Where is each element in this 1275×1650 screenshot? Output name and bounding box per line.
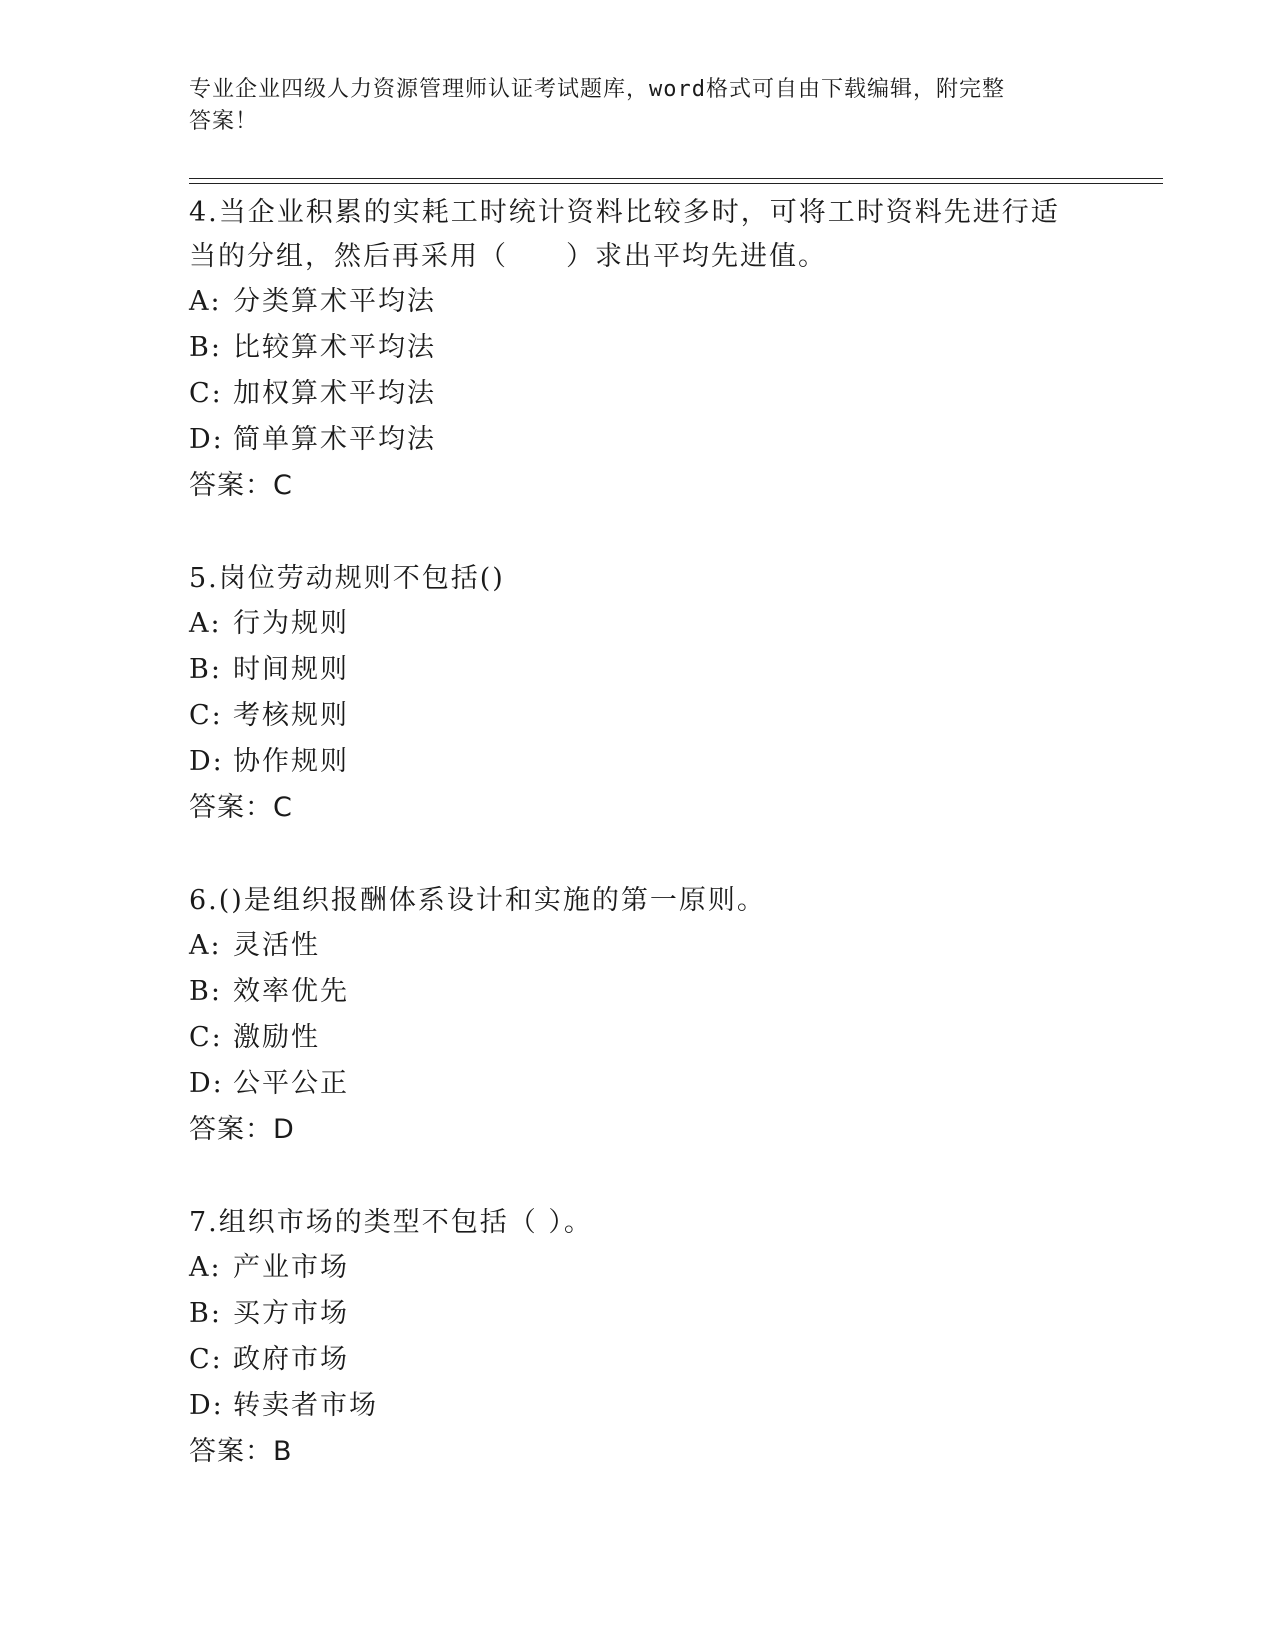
option-key: B: <box>189 332 222 363</box>
option-d <box>189 739 1089 785</box>
option-text: 简单算术平均法 <box>233 424 436 455</box>
question-stem-line: 4.当企业积累的实耗工时统计资料比较多时，可将工时资料先进行适 <box>189 197 1060 228</box>
option-text: 公平公正 <box>233 1068 349 1099</box>
answer-line: 答案：D <box>189 1114 295 1145</box>
question-stem <box>189 878 1089 923</box>
option-key: B: <box>189 654 222 685</box>
option-key: D: <box>189 746 224 777</box>
option-b <box>189 1291 1089 1337</box>
option-d <box>189 417 1089 463</box>
option-b <box>189 325 1089 371</box>
option-key: B: <box>189 976 222 1007</box>
answer-line: 答案：C <box>189 470 293 501</box>
option-key: D: <box>189 1068 224 1099</box>
option-a <box>189 601 1089 647</box>
option-key: A: <box>189 286 222 317</box>
option-c <box>189 693 1089 739</box>
answer-line: 答案：C <box>189 792 293 823</box>
option-text: 转卖者市场 <box>233 1390 378 1421</box>
option-text: 政府市场 <box>233 1344 349 1375</box>
question-stem-line: 6.()是组织报酬体系设计和实施的第一原则。 <box>189 885 766 916</box>
option-c <box>189 1337 1089 1383</box>
header-line-1: 专业企业四级人力资源管理师认证考试题库，word格式可自由下载编辑，附完整 <box>189 77 1005 102</box>
header-line-2: 答案！ <box>189 109 259 134</box>
option-c <box>189 1015 1089 1061</box>
question-stem <box>189 190 1089 279</box>
option-a <box>189 1245 1089 1291</box>
option-d <box>189 1383 1089 1429</box>
option-text: 灵活性 <box>233 930 320 961</box>
option-key: A: <box>189 930 222 961</box>
option-text: 比较算术平均法 <box>233 332 436 363</box>
question-stem-line: 当的分组，然后再采用（ ）求出平均先进值。 <box>189 241 827 272</box>
option-key: C: <box>189 1344 223 1375</box>
option-text: 买方市场 <box>233 1298 349 1329</box>
option-text: 产业市场 <box>233 1252 349 1283</box>
option-text: 效率优先 <box>233 976 349 1007</box>
option-a <box>189 923 1089 969</box>
option-b <box>189 647 1089 693</box>
option-d <box>189 1061 1089 1107</box>
option-text: 行为规则 <box>233 608 349 639</box>
document-header <box>189 74 1089 138</box>
option-text: 分类算术平均法 <box>233 286 436 317</box>
option-key: D: <box>189 424 224 455</box>
option-a <box>189 279 1089 325</box>
question-stem <box>189 556 1089 601</box>
question-6 <box>189 878 1089 1153</box>
option-key: C: <box>189 1022 223 1053</box>
option-key: A: <box>189 1252 222 1283</box>
option-b <box>189 969 1089 1015</box>
question-stem-line: 7.组织市场的类型不包括（ ）。 <box>189 1207 593 1238</box>
header-divider-bottom <box>189 183 1163 184</box>
option-text: 加权算术平均法 <box>233 378 436 409</box>
header-divider-top <box>189 178 1163 179</box>
question-5 <box>189 556 1089 831</box>
option-text: 协作规则 <box>233 746 349 777</box>
answer-line: 答案：B <box>189 1436 293 1467</box>
option-key: A: <box>189 608 222 639</box>
option-key: C: <box>189 378 223 409</box>
question-7 <box>189 1200 1089 1475</box>
option-key: B: <box>189 1298 222 1329</box>
option-text: 考核规则 <box>233 700 349 731</box>
option-key: D: <box>189 1390 224 1421</box>
option-text: 时间规则 <box>233 654 349 685</box>
option-key: C: <box>189 700 223 731</box>
option-c <box>189 371 1089 417</box>
option-text: 激励性 <box>233 1022 320 1053</box>
question-stem <box>189 1200 1089 1245</box>
question-4 <box>189 190 1089 509</box>
question-stem-line: 5.岗位劳动规则不包括() <box>189 563 505 594</box>
